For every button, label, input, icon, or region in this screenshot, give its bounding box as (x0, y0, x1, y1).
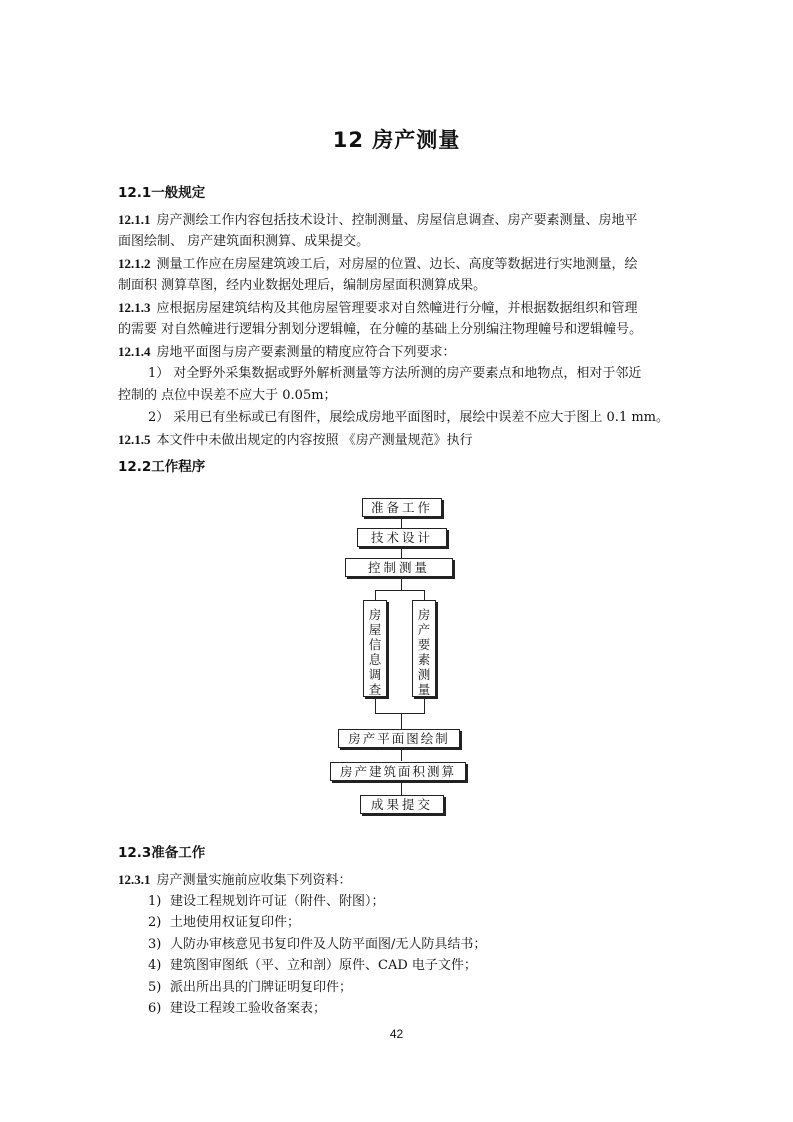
list-item-text: 建设工程竣工验收备案表； (170, 1001, 327, 1016)
clause-number: 12.1.2 (118, 256, 151, 271)
flow-char: 测 (417, 667, 431, 682)
list-item-text: 建筑图审图纸（平、立和剖）原件、CAD 电子文件； (170, 958, 477, 973)
flow-connector (375, 698, 376, 714)
list-item (148, 958, 477, 974)
flow-step-control-survey: 控制测量 (345, 558, 453, 577)
flow-step-house-info-survey (363, 600, 387, 697)
flow-connector (424, 698, 425, 714)
flow-step-area-calculation: 房产建筑面积测算 (330, 762, 466, 781)
clause-12-1-2-line2: 制面积 测算草图，经内业数据处理后，编制房屋面积测算成果。 (118, 278, 487, 293)
flow-connector (375, 713, 425, 714)
clause-12-1-1-line1 (118, 212, 638, 229)
clause-number: 12.1.1 (118, 212, 151, 227)
flow-connector (401, 713, 402, 729)
flow-char: 量 (417, 682, 431, 697)
flow-char: 房 (417, 607, 431, 622)
flow-char: 调 (368, 667, 382, 682)
clause-number: 12.1.3 (118, 300, 151, 315)
flow-step-floor-plan: 房产平面图绘制 (338, 729, 460, 748)
flow-step-technical-design: 技术设计 (357, 528, 447, 547)
sub-item-1-line2: 控制的 点位中误差不应大于 0.05m； (118, 388, 337, 403)
flow-connector (401, 576, 402, 590)
clause-text: 房地平面图与房产要素测量的精度应符合下列要求： (156, 345, 456, 360)
flow-connector (401, 780, 402, 795)
flow-step-submission: 成果提交 (360, 795, 444, 814)
clause-text: 房产测量实施前应收集下列资料： (156, 873, 352, 888)
list-item-number: 1) (148, 894, 162, 909)
section-heading-procedure: 12.2工作程序 (118, 459, 206, 475)
list-item-text: 土地使用权证复印件； (170, 915, 301, 930)
list-item-text: 人防办审核意见书复印件及人防平面图/无人防具结书； (170, 937, 487, 952)
flow-connector (401, 546, 402, 558)
list-item-number: 3) (148, 937, 162, 952)
clause-12-1-3-line2: 的需要 对自然幢进行逻辑分割划分逻辑幢，在分幢的基础上分别编注物理幢号和逻辑幢号。 (118, 322, 643, 337)
list-item (148, 915, 300, 931)
flow-step-preparation: 准备工作 (362, 498, 442, 517)
list-item (148, 937, 486, 953)
flow-char: 要 (417, 637, 431, 652)
flow-char: 信 (368, 637, 382, 652)
list-item-number: 5) (148, 980, 162, 995)
clause-text: 测量工作应在房屋建筑竣工后，对房屋的位置、边长、高度等数据进行实地测量，绘 (156, 257, 638, 272)
flow-connector (401, 516, 402, 528)
clause-12-1-5 (118, 432, 473, 449)
flow-char: 素 (417, 652, 431, 667)
list-item-text: 派出所出具的门牌证明复印件； (170, 980, 353, 995)
list-item-number: 6) (148, 1001, 162, 1016)
page-number: 42 (389, 1027, 404, 1041)
flow-char: 查 (368, 682, 382, 697)
section-heading-general: 12.1一般规定 (118, 185, 206, 201)
list-item (148, 980, 352, 996)
list-item-text: 建设工程规划许可证（附件、附图）； (170, 894, 385, 909)
clause-number: 12.1.4 (118, 344, 151, 359)
clause-12-1-3-line1 (118, 300, 638, 317)
flow-char: 房 (368, 607, 382, 622)
list-item-number: 2) (148, 915, 162, 930)
flow-connector (375, 590, 376, 600)
flow-char: 产 (417, 622, 431, 637)
clause-12-1-2-line1 (118, 256, 638, 273)
clause-number: 12.3.1 (118, 872, 151, 887)
flow-connector (375, 590, 425, 591)
flow-char: 息 (368, 652, 382, 667)
flow-connector (401, 746, 402, 761)
list-item-number: 4) (148, 958, 162, 973)
list-item (148, 894, 385, 910)
section-heading-preparation: 12.3准备工作 (118, 845, 206, 861)
flow-step-property-element-survey (412, 600, 436, 697)
clause-text: 房产测绘工作内容包括技术设计、控制测量、房屋信息调查、房产要素测量、房地平 (156, 213, 638, 228)
list-item (148, 1001, 326, 1017)
clause-12-1-1-line2: 面图绘制、 房产建筑面积测算、成果提交。 (118, 234, 370, 249)
flow-char: 屋 (368, 622, 382, 637)
clause-12-1-4-line1 (118, 344, 456, 361)
sub-item-2: 2） 采用已有坐标或已有图件，展绘成房地平面图时，展绘中误差不应大于图上 0.1 mm。 (148, 410, 669, 425)
flow-connector (424, 590, 425, 600)
sub-item-1-line1: 1） 对全野外采集数据或野外解析测量等方法所测的房产要素点和地物点，相对于邻近 (148, 366, 642, 381)
clause-text: 本文件中未做出规定的内容按照 《房产测量规范》执行 (156, 433, 473, 448)
clause-12-3-1 (118, 872, 352, 889)
page-title: 12 房产测量 (332, 128, 461, 152)
clause-number: 12.1.5 (118, 432, 151, 447)
clause-text: 应根据房屋建筑结构及其他房屋管理要求对自然幢进行分幢，并根据数据组织和管理 (156, 301, 638, 316)
